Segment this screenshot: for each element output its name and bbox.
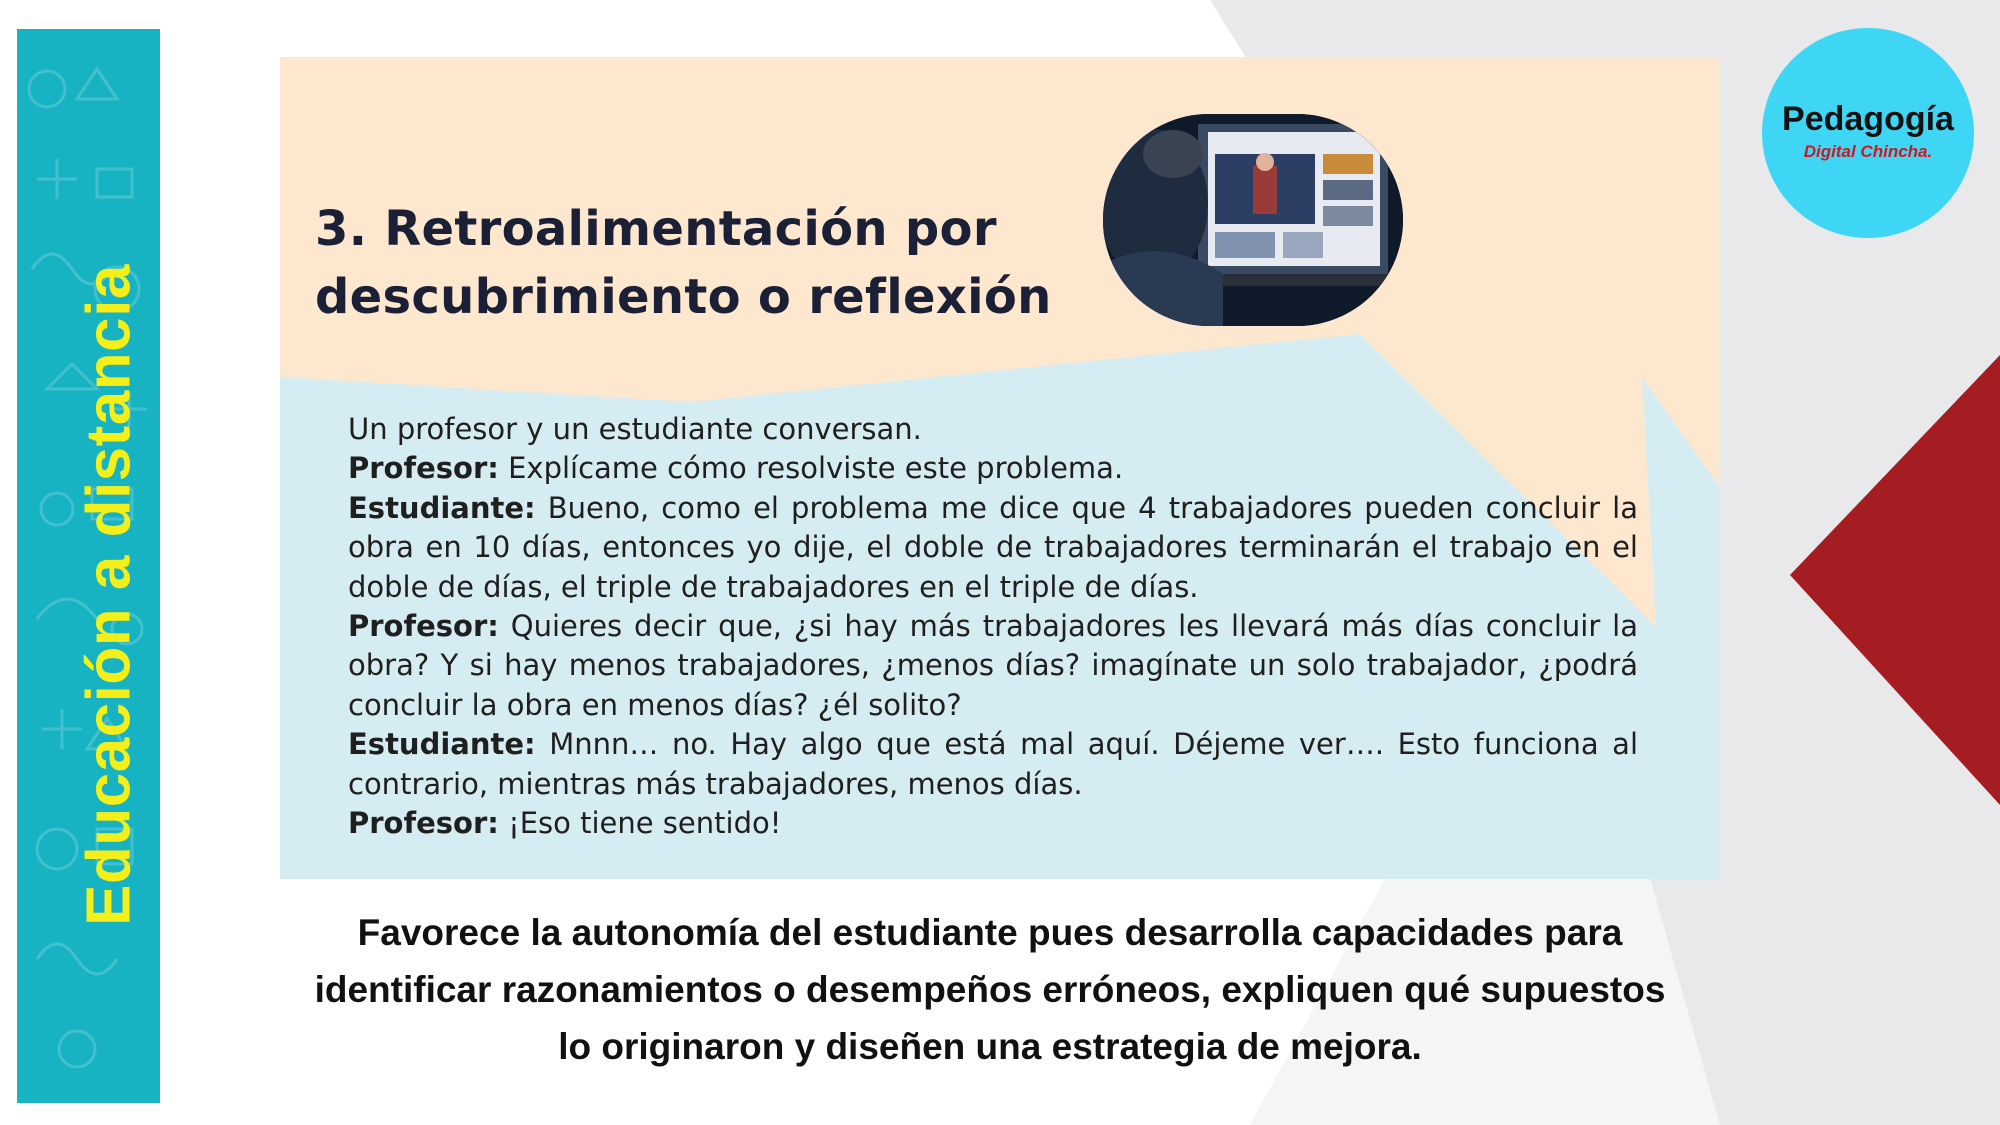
slide-card — [280, 57, 1720, 879]
dialogue-text-segment: Mnnn… no. Hay algo que está mal aquí. Déjeme ver…. Esto funciona al contrario, mientras más trabajadores, menos días. — [348, 727, 1638, 801]
side-banner-text: Educación a distancia — [74, 264, 144, 926]
dialogue-line — [348, 489, 1638, 607]
logo-title: Pedagogía — [1782, 100, 1954, 138]
dialogue-line — [348, 449, 1638, 488]
dialogue-line — [348, 804, 1638, 843]
student-laptop-photo — [1103, 114, 1403, 326]
side-banner — [17, 29, 160, 1103]
slide-title — [315, 195, 1052, 331]
speaker-label: Profesor: — [348, 609, 499, 644]
caption-line-3: lo originaron y diseñen una estrategia de mejora. — [558, 1026, 1422, 1067]
dialogue-line — [348, 607, 1638, 725]
dialogue-text-segment: ¡Eso tiene sentido! — [508, 806, 782, 841]
dialogue-text-segment: Explícame cómo resolviste este problema. — [508, 451, 1124, 486]
speaker-label: Estudiante: — [348, 727, 536, 762]
dialogue-text — [348, 410, 1638, 843]
dialogue-line — [348, 410, 1638, 449]
speaker-label: Profesor: — [348, 806, 499, 841]
dialogue-text-segment: Bueno, como el problema me dice que 4 trabajadores pueden concluir la obra en 10 días, entonces yo dije, el doble de trabajadores terminarán el trabajo en el doble de días, el triple de trabajadores en el triple de días. — [348, 490, 1639, 604]
dialogue-text-segment: Quieres decir que, ¿si hay más trabajadores les llevará más días concluir la obra? Y si hay menos trabajadores, ¿menos días? imagínate un solo trabajador, ¿podrá concluir la obra en menos días? ¿él solito? — [348, 609, 1639, 722]
slide-title-line-2: descubrimiento o reflexión — [315, 269, 1052, 325]
student-laptop-icon — [1103, 114, 1403, 326]
dialogue-line — [348, 725, 1638, 804]
speaker-label: Profesor: — [348, 451, 499, 486]
speaker-label: Estudiante: — [348, 490, 536, 525]
slide-title-line-1: 3. Retroalimentación por — [315, 201, 997, 257]
caption-line-1: Favorece la autonomía del estudiante pues desarrolla capacidades para — [357, 912, 1623, 953]
dialogue-text-segment: Un profesor y un estudiante conversan. — [348, 412, 922, 446]
logo-subtitle: Digital Chincha. — [1803, 142, 1933, 161]
caption-line-2: identificar razonamientos o desempeños erróneos, expliquen qué supuestos — [314, 969, 1666, 1010]
pedagogia-logo — [1762, 28, 1974, 238]
bottom-caption — [240, 904, 1740, 1075]
